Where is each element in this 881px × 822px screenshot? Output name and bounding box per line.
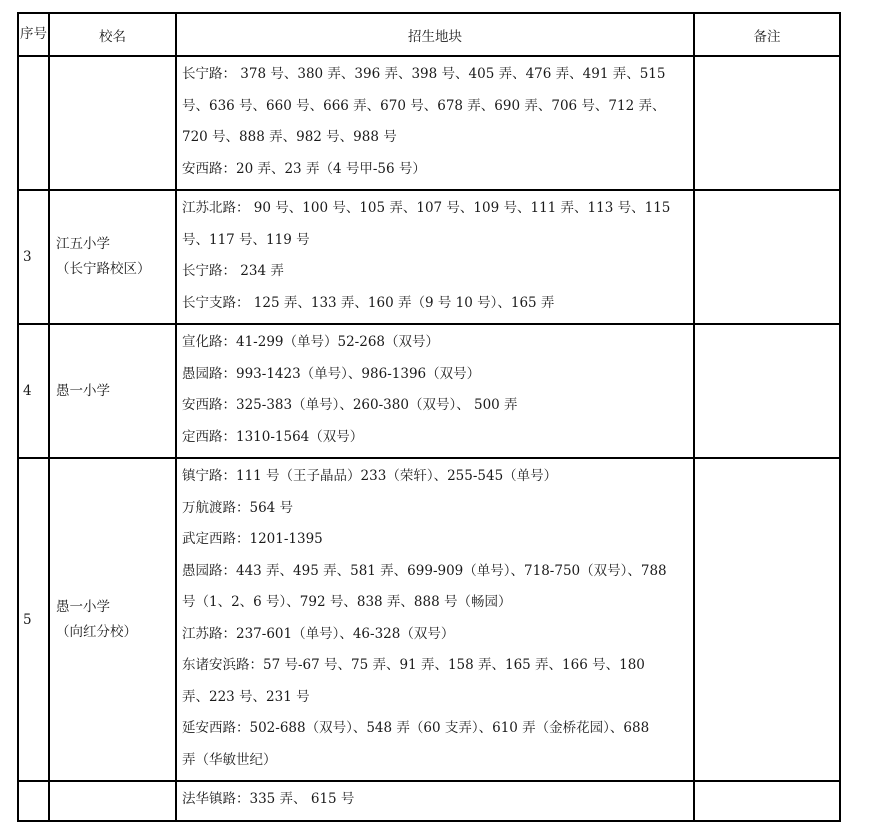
school-name — [49, 56, 176, 190]
area-line: 安西路：325-383（单号）、260-380（双号）、 500 弄 — [182, 397, 518, 413]
enrollment-area — [176, 458, 694, 781]
note-cell — [694, 324, 840, 458]
row-no: 5 — [18, 458, 49, 781]
school-name — [49, 190, 176, 324]
header-enrollment-area: 招生地块 — [176, 13, 694, 56]
area-line: 愚园路：443 弄、495 弄、581 弄、699-909（单号）、718-750（双号）、788 — [182, 562, 667, 579]
area-line: 江苏北路： 90 号、100 号、105 弄、107 号、109 号、111 弄、113 号、115 — [182, 200, 671, 216]
area-line: 万航渡路：564 号 — [182, 499, 294, 516]
area-line: 号、636 号、660 号、666 弄、670 号、678 弄、690 弄、706 号、712 弄、 — [182, 97, 666, 114]
table-row — [18, 324, 840, 458]
note-cell — [694, 190, 840, 324]
school-name — [49, 458, 176, 781]
table-row — [18, 781, 840, 821]
enrollment-area — [176, 781, 694, 821]
school-name-sub: （向红分校） — [56, 623, 137, 640]
area-line: 愚园路：993-1423（单号）、986-1396（双号） — [182, 365, 481, 382]
area-line: 号（1、2、6 号）、792 号、838 弄、888 号（畅园） — [182, 594, 512, 610]
area-line: 弄、223 号、231 号 — [182, 688, 310, 705]
table-header-row — [18, 13, 840, 56]
area-line: 镇宁路：111 号（王子晶品）233（荣轩）、255-545（单号） — [182, 468, 558, 484]
area-line: 江苏路：237-601（单号）、46-328（双号） — [182, 625, 455, 642]
note-cell — [694, 56, 840, 190]
header-no: 序号 — [18, 13, 49, 56]
school-name — [49, 781, 176, 821]
area-line: 法华镇路：335 弄、 615 号 — [182, 791, 355, 807]
school-name-main: 愚一小学 — [56, 382, 110, 399]
school-name-sub: （长宁路校区） — [56, 261, 151, 277]
note-cell — [694, 458, 840, 781]
table-row — [18, 190, 840, 324]
row-no: 3 — [18, 190, 49, 324]
row-no — [18, 781, 49, 821]
header-school-name: 校名 — [49, 13, 176, 56]
area-line: 东诸安浜路：57 号-67 号、75 弄、91 弄、158 弄、165 弄、166 号、180 — [182, 657, 645, 673]
area-line: 延安西路：502-688（双号）、548 弄（60 支弄）、610 弄（金桥花园）、688 — [182, 720, 650, 736]
enrollment-area — [176, 324, 694, 458]
area-line: 长宁路： 378 号、380 弄、396 弄、398 号、405 弄、476 弄、491 弄、515 — [182, 66, 666, 82]
header-note: 备注 — [694, 13, 840, 56]
row-no — [18, 56, 49, 190]
area-line: 号、117 号、119 号 — [182, 231, 310, 248]
table-row — [18, 56, 840, 190]
area-line: 弄（华敏世纪） — [182, 751, 277, 768]
school-name — [49, 324, 176, 458]
enrollment-table — [17, 12, 841, 822]
area-line: 宣化路：41-299（单号）52-268（双号） — [182, 334, 440, 350]
table-row — [18, 458, 840, 781]
area-line: 武定西路：1201-1395 — [182, 531, 323, 547]
area-line: 长宁路： 234 弄 — [182, 263, 284, 279]
note-cell — [694, 781, 840, 821]
enrollment-area — [176, 190, 694, 324]
area-line: 长宁支路： 125 弄、133 弄、160 弄（9 号 10 号）、165 弄 — [182, 294, 555, 311]
area-line: 定西路：1310-1564（双号） — [182, 428, 364, 445]
area-line: 720 号、888 弄、982 号、988 号 — [182, 129, 397, 145]
school-name-main: 江五小学 — [56, 236, 110, 252]
row-no: 4 — [18, 324, 49, 458]
school-name-main: 愚一小学 — [56, 598, 110, 615]
area-line: 安西路：20 弄、23 弄（4 号甲-56 号） — [182, 160, 426, 177]
enrollment-area — [176, 56, 694, 190]
